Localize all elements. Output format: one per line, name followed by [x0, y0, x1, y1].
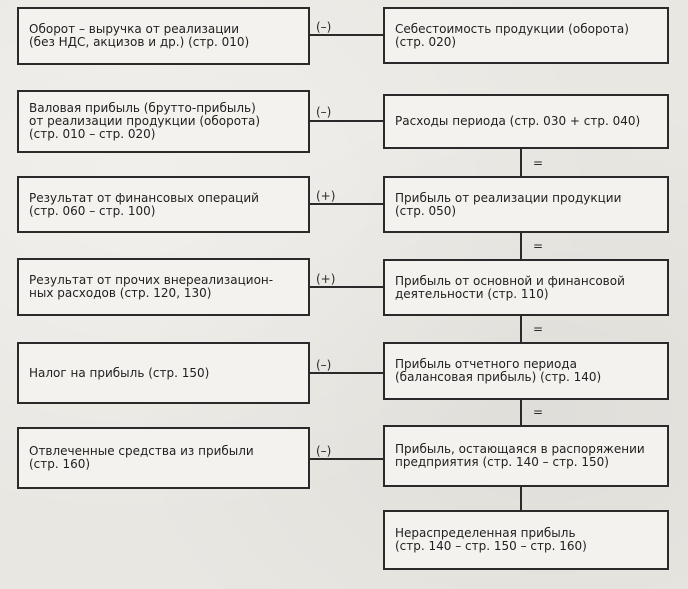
vertical-connector-4	[520, 400, 522, 425]
right-box-undistributed-profit-label: Нераспределенная прибыль (стр. 140 – стр. 150 – стр. 160)	[395, 526, 587, 553]
connector-row-2	[310, 120, 383, 122]
left-box-gross-profit	[17, 90, 310, 153]
right-box-retained-at-disposal-label: Прибыль, остающаяся в распоряжении предприятия (стр. 140 – стр. 150)	[395, 442, 645, 469]
left-box-diverted-funds-label: Отвлеченные средства из прибыли (стр. 160)	[29, 444, 254, 471]
operator-row-4: (+)	[316, 272, 336, 286]
vertical-connector-1	[520, 149, 522, 176]
connector-row-3	[310, 203, 383, 205]
right-box-operating-financial-profit-label: Прибыль от основной и финансовой деятельности (стр. 110)	[395, 273, 625, 301]
right-box-sales-profit-label: Прибыль от реализации продукции (стр. 050)	[395, 190, 622, 218]
right-box-sales-profit	[383, 176, 669, 233]
left-box-turnover-label: Оборот – выручка от реализации (без НДС, акцизов и др.) (стр. 010)	[29, 22, 250, 49]
right-box-period-profit	[383, 342, 669, 400]
left-box-profit-tax-label: Налог на прибыль (стр. 150)	[29, 365, 210, 380]
left-box-financial-operations-label: Результат от финансовых операций (стр. 060 – стр. 100)	[29, 190, 259, 218]
operator-row-2: (–)	[316, 105, 332, 119]
operator-row-1: (–)	[316, 20, 332, 34]
vertical-connector-5	[520, 487, 522, 510]
left-box-financial-operations	[17, 176, 310, 233]
right-box-operating-financial-profit	[383, 259, 669, 316]
equals-sign-3: =	[533, 322, 544, 336]
connector-row-5	[310, 372, 383, 374]
equals-sign-2: =	[533, 239, 544, 253]
equals-sign-4: =	[533, 405, 544, 419]
right-box-undistributed-profit	[383, 510, 669, 570]
left-box-gross-profit-label: Валовая прибыль (брутто-прибыль) от реализации продукции (оборота) (стр. 010 – стр. 020)	[29, 101, 261, 141]
right-box-cost	[383, 7, 669, 64]
left-box-profit-tax	[17, 342, 310, 404]
right-box-period-profit-label: Прибыль отчетного периода (балансовая прибыль) (стр. 140)	[395, 357, 602, 384]
right-box-cost-label: Себестоимость продукции (оборота) (стр. 020)	[395, 21, 629, 49]
right-box-period-expenses	[383, 94, 669, 149]
connector-row-6	[310, 458, 383, 460]
operator-row-6: (–)	[316, 444, 332, 458]
operator-row-5: (–)	[316, 358, 332, 372]
left-box-turnover	[17, 7, 310, 65]
left-box-diverted-funds	[17, 427, 310, 489]
left-box-non-operating-label: Результат от прочих внереализацион- ных расходов (стр. 120, 130)	[29, 273, 274, 300]
vertical-connector-3	[520, 316, 522, 342]
right-box-retained-at-disposal	[383, 425, 669, 487]
left-box-non-operating	[17, 258, 310, 316]
right-box-period-expenses-label: Расходы периода (стр. 030 + стр. 040)	[395, 114, 641, 128]
connector-row-4	[310, 286, 383, 288]
connector-row-1	[310, 34, 383, 36]
operator-row-3: (+)	[316, 189, 336, 203]
equals-sign-1: =	[533, 156, 544, 170]
vertical-connector-2	[520, 233, 522, 259]
